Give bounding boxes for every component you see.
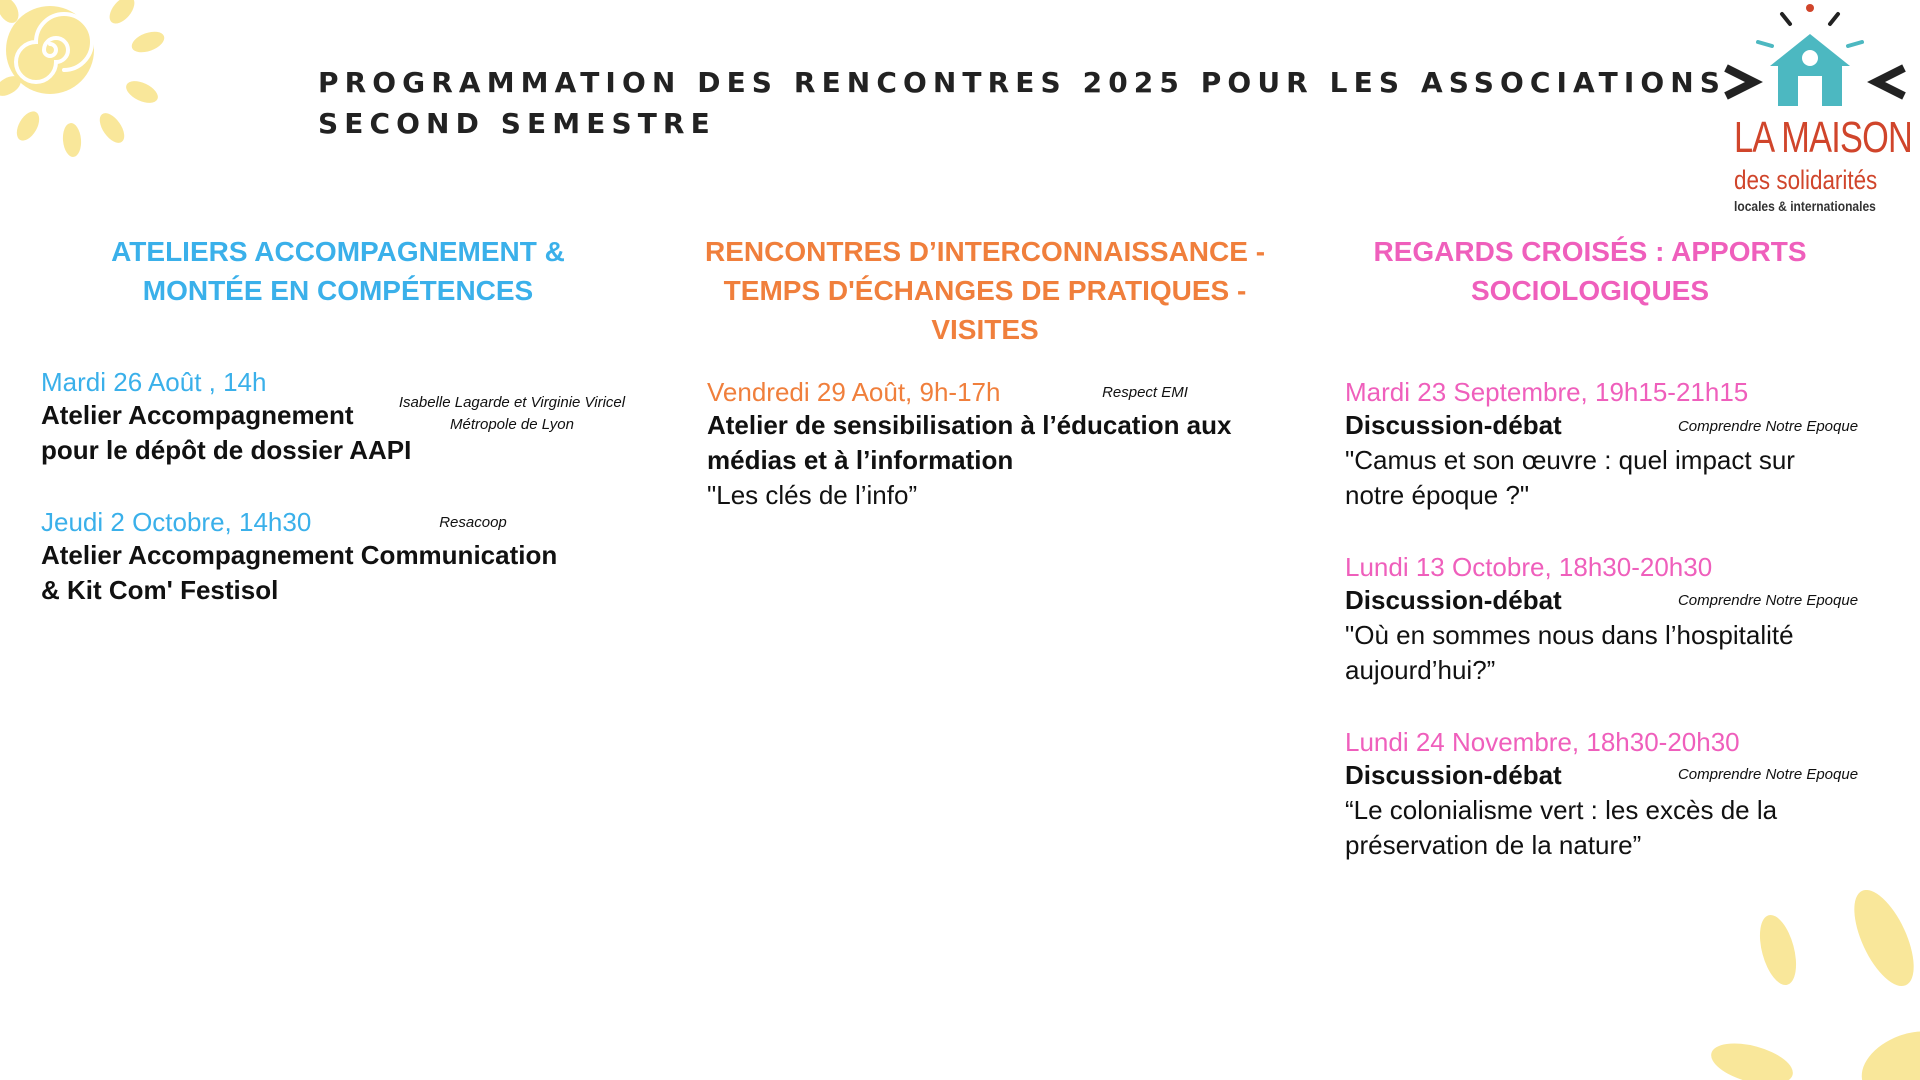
event-description-line: “Le colonialisme vert : les excès de la (1345, 795, 1778, 825)
event-date: Vendredi 29 Août, 9h-17h (707, 377, 1001, 407)
logo-tagline: locales & internationales (1734, 198, 1876, 214)
event-title-line: Discussion-débat (1345, 760, 1562, 790)
column-title-line: ATELIERS ACCOMPAGNEMENT & (111, 236, 565, 267)
header-title: PROGRAMMATION DES RENCONTRES 2025 POUR LES ASSOCIATIONS (318, 66, 1727, 99)
column-regards-croises (1340, 232, 1840, 310)
event-description-line: notre époque ?" (1345, 480, 1530, 510)
event-description (1345, 618, 1865, 688)
column-title (1340, 232, 1840, 310)
event-title (41, 538, 641, 608)
event-date: Mardi 23 Septembre, 19h15-21h15 (1345, 377, 1749, 407)
event-card (1345, 551, 1865, 688)
event-date: Mardi 26 Août , 14h (41, 367, 267, 397)
event-description (1345, 443, 1865, 513)
logo-name: LA MAISON (1734, 113, 1912, 162)
event-card (41, 506, 641, 608)
event-title-line: pour le dépôt de dossier AAPI (41, 435, 412, 465)
event-title (707, 408, 1287, 478)
event-card (1345, 726, 1865, 863)
header-subtitle: SECOND SEMESTRE (318, 107, 716, 140)
column-ateliers (38, 232, 638, 310)
event-card (707, 376, 1287, 513)
event-organizer (1090, 382, 1200, 404)
event-date: Jeudi 2 Octobre, 14h30 (41, 507, 312, 537)
house-globe-icon (1720, 0, 1920, 116)
event-description (1345, 793, 1865, 863)
organizer-line: Comprendre Notre Epoque (1677, 592, 1859, 609)
event-title-line: Atelier Accompagnement (41, 400, 354, 430)
event-title-line: Atelier Accompagnement Communication (41, 540, 558, 570)
column-title-line: VISITES (931, 314, 1039, 345)
event-description (707, 478, 1287, 513)
event-description-line: "Les clés de l’info” (707, 480, 918, 510)
column-title-line: RENCONTRES D’INTERCONNAISSANCE - (704, 236, 1266, 267)
event-organizer (1668, 764, 1868, 786)
event-description-line: "Camus et son œuvre : quel impact sur (1345, 445, 1795, 475)
column-title (38, 232, 638, 310)
page-header (318, 62, 1727, 144)
organizer-line: Comprendre Notre Epoque (1677, 418, 1859, 435)
logo-subtitle: des solidarités (1734, 165, 1878, 195)
event-title-line: Atelier de sensibilisation à l’éducation aux (707, 410, 1232, 440)
maison-solidarites-logo (1720, 0, 1920, 220)
event-date: Lundi 13 Octobre, 18h30-20h30 (1345, 552, 1713, 582)
event-title-line: & Kit Com' Festisol (41, 575, 279, 605)
column-title (680, 232, 1290, 349)
event-organizer (1668, 416, 1868, 438)
organizer-line: Respect EMI (1102, 384, 1188, 401)
event-title-line: médias et à l’information (707, 445, 1014, 475)
column-title-line: MONTÉE EN COMPÉTENCES (142, 275, 534, 306)
event-description-line: préservation de la nature” (1345, 830, 1642, 860)
organizer-line: Resacoop (439, 514, 507, 531)
event-organizer (384, 392, 640, 436)
event-card (1345, 376, 1865, 513)
organizer-line: Comprendre Notre Epoque (1677, 766, 1859, 783)
sun-decoration-bottom-right (1680, 890, 1920, 1080)
event-organizer (420, 512, 526, 534)
organizer-line: Métropole de Lyon (450, 416, 574, 433)
event-description-line: "Où en sommes nous dans l’hospitalité (1345, 620, 1794, 650)
event-date: Lundi 24 Novembre, 18h30-20h30 (1345, 727, 1740, 757)
column-title-line: TEMPS D'ÉCHANGES DE PRATIQUES - (723, 275, 1247, 306)
event-title-line: Discussion-débat (1345, 585, 1562, 615)
event-organizer (1668, 590, 1868, 612)
event-title-line: Discussion-débat (1345, 410, 1562, 440)
event-description-line: aujourd’hui?” (1345, 655, 1496, 685)
organizer-line: Isabelle Lagarde et Virginie Viricel (398, 394, 626, 411)
column-title-line: REGARDS CROISÉS : APPORTS (1373, 236, 1807, 267)
column-rencontres (680, 232, 1290, 349)
column-title-line: SOCIOLOGIQUES (1470, 275, 1710, 306)
sun-decoration-top-left (0, 0, 170, 160)
